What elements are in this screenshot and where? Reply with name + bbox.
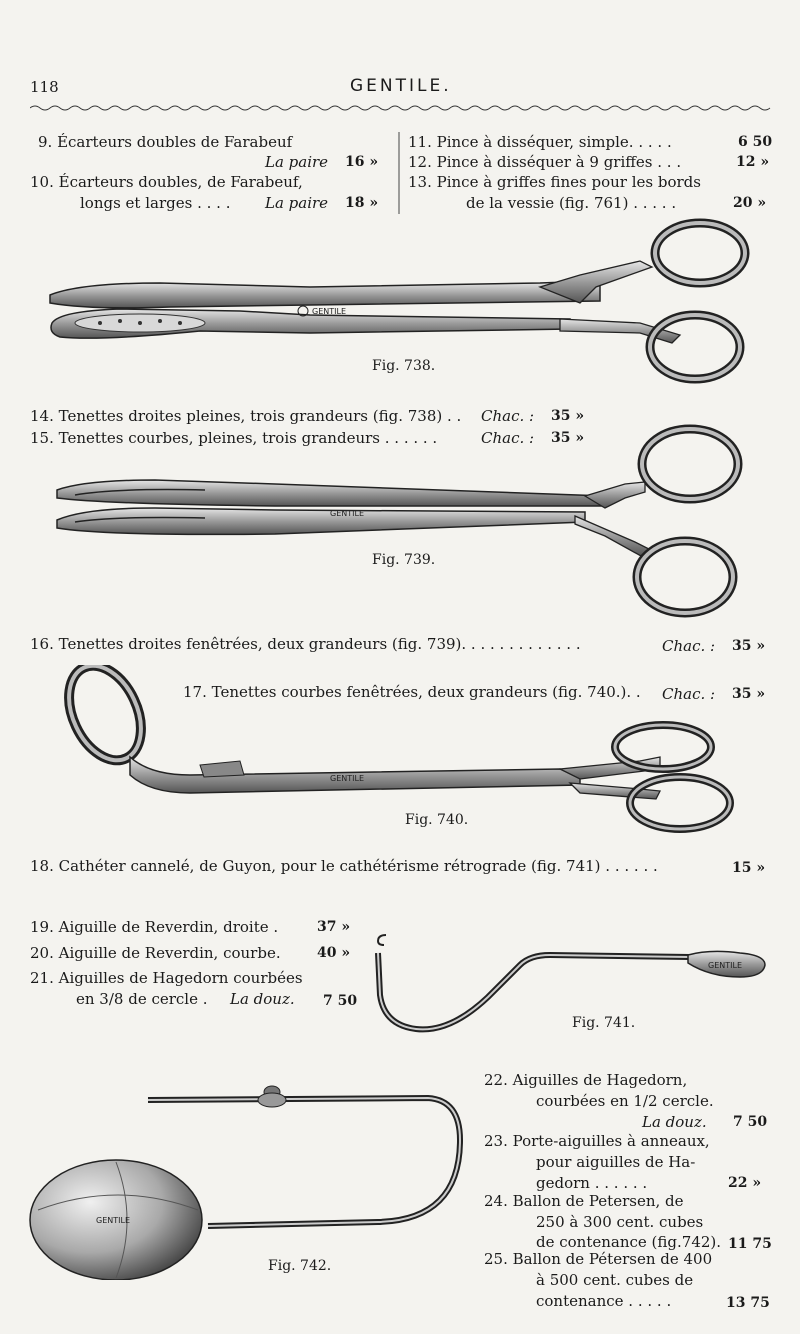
item-16-unit: Chac. : bbox=[662, 637, 716, 655]
engraved-mark-5: GENTILE bbox=[96, 1216, 130, 1225]
item-21-label: 21. Aiguilles de Hagedorn courbées bbox=[30, 969, 303, 987]
item-9-price: 16 » bbox=[345, 154, 379, 170]
item-25-label: 25. Ballon de Pétersen de 400 bbox=[484, 1250, 713, 1268]
item-14-label: 14. Tenettes droites pleines, trois grandeurs (fig. 738) . . bbox=[30, 407, 462, 425]
item-13-price: 20 » bbox=[733, 195, 767, 211]
item-23-label-cont: pour aiguilles de Ha- bbox=[536, 1153, 696, 1171]
item-22-label-cont: courbées en 1/2 cercle. bbox=[536, 1092, 714, 1110]
engraved-mark-4: GENTILE bbox=[708, 961, 742, 970]
item-14-price: 35 » bbox=[551, 408, 585, 424]
figure-740-caption: Fig. 740. bbox=[405, 812, 469, 828]
engraved-mark-1: GENTILE bbox=[312, 307, 346, 316]
item-20-price: 40 » bbox=[317, 945, 351, 961]
item-19-price: 37 » bbox=[317, 919, 351, 935]
item-24-label-cont2: de contenance (fig.742). bbox=[536, 1233, 722, 1251]
header-wavy-rule bbox=[30, 102, 775, 114]
item-10-label-cont: longs et larges . . . . bbox=[80, 194, 231, 212]
item-17-label: 17. Tenettes courbes fenêtrées, deux grandeurs (fig. 740.). . bbox=[183, 683, 641, 701]
item-25-label-cont: à 500 cent. cubes de bbox=[536, 1271, 694, 1289]
item-16-price: 35 » bbox=[732, 638, 766, 654]
figure-739-tenettes-fenetrees-illustration bbox=[45, 412, 755, 627]
page-title: GENTILE. bbox=[350, 76, 452, 96]
item-22-label: 22. Aiguilles de Hagedorn, bbox=[484, 1071, 688, 1089]
item-11-price: 6 50 bbox=[738, 134, 773, 150]
item-13-label: 13. Pince à griffes fines pour les bords bbox=[408, 173, 701, 191]
item-18-price: 15 » bbox=[732, 860, 766, 876]
item-10-price: 18 » bbox=[345, 195, 379, 211]
item-11-label: 11. Pince à disséquer, simple. . . . . bbox=[408, 133, 672, 151]
item-22-price: 7 50 bbox=[733, 1114, 768, 1130]
item-9-label: 9. Écarteurs doubles de Farabeuf bbox=[38, 133, 293, 151]
item-24-price: 11 75 bbox=[728, 1236, 772, 1252]
item-23-label: 23. Porte-aiguilles à anneaux, bbox=[484, 1132, 710, 1150]
item-24-label: 24. Ballon de Petersen, de bbox=[484, 1192, 684, 1210]
item-21-label-cont: en 3/8 de cercle . bbox=[76, 990, 208, 1008]
item-20-label: 20. Aiguille de Reverdin, courbe. bbox=[30, 944, 281, 962]
figure-739-caption: Fig. 739. bbox=[372, 552, 436, 568]
figure-741-caption: Fig. 741. bbox=[572, 1015, 636, 1031]
column-divider bbox=[396, 132, 402, 217]
item-23-price: 22 » bbox=[728, 1175, 762, 1191]
item-25-label-cont2: contenance . . . . . bbox=[536, 1292, 672, 1310]
engraved-mark-2: GENTILE bbox=[330, 509, 364, 518]
item-12-label: 12. Pince à disséquer à 9 griffes . . . bbox=[408, 153, 682, 171]
engraved-mark-3: GENTILE bbox=[330, 774, 364, 783]
item-18-label: 18. Cathéter cannelé, de Guyon, pour le cathétérisme rétrograde (fig. 741) . . . . . . bbox=[30, 857, 658, 875]
item-25-price: 13 75 bbox=[726, 1295, 770, 1311]
item-17-unit: Chac. : bbox=[662, 685, 716, 703]
item-12-price: 12 » bbox=[736, 154, 770, 170]
item-21-unit: La douz. bbox=[230, 990, 295, 1008]
item-22-unit: La douz. bbox=[642, 1113, 707, 1131]
item-16-label: 16. Tenettes droites fenêtrées, deux grandeurs (fig. 739). . . . . . . . . . . . . bbox=[30, 635, 581, 653]
figure-738-caption: Fig. 738. bbox=[372, 358, 436, 374]
item-15-label: 15. Tenettes courbes, pleines, trois grandeurs . . . . . . bbox=[30, 429, 438, 447]
item-15-price: 35 » bbox=[551, 430, 585, 446]
figure-742-ballon-illustration bbox=[28, 1070, 468, 1280]
item-15-unit: Chac. : bbox=[481, 429, 535, 447]
item-17-price: 35 » bbox=[732, 686, 766, 702]
figure-742-caption: Fig. 742. bbox=[268, 1258, 332, 1274]
item-10-unit: La paire bbox=[265, 194, 329, 212]
item-9-unit: La paire bbox=[265, 153, 329, 171]
item-13-label-cont: de la vessie (fig. 761) . . . . . bbox=[466, 194, 677, 212]
item-23-label-cont2: gedorn . . . . . . bbox=[536, 1174, 648, 1192]
item-21-price: 7 50 bbox=[323, 993, 358, 1009]
item-19-label: 19. Aiguille de Reverdin, droite . bbox=[30, 918, 279, 936]
item-24-label-cont: 250 à 300 cent. cubes bbox=[536, 1213, 704, 1231]
item-14-unit: Chac. : bbox=[481, 407, 535, 425]
item-10-label: 10. Écarteurs doubles, de Farabeuf, bbox=[30, 173, 303, 191]
page-number: 118 bbox=[30, 78, 59, 96]
